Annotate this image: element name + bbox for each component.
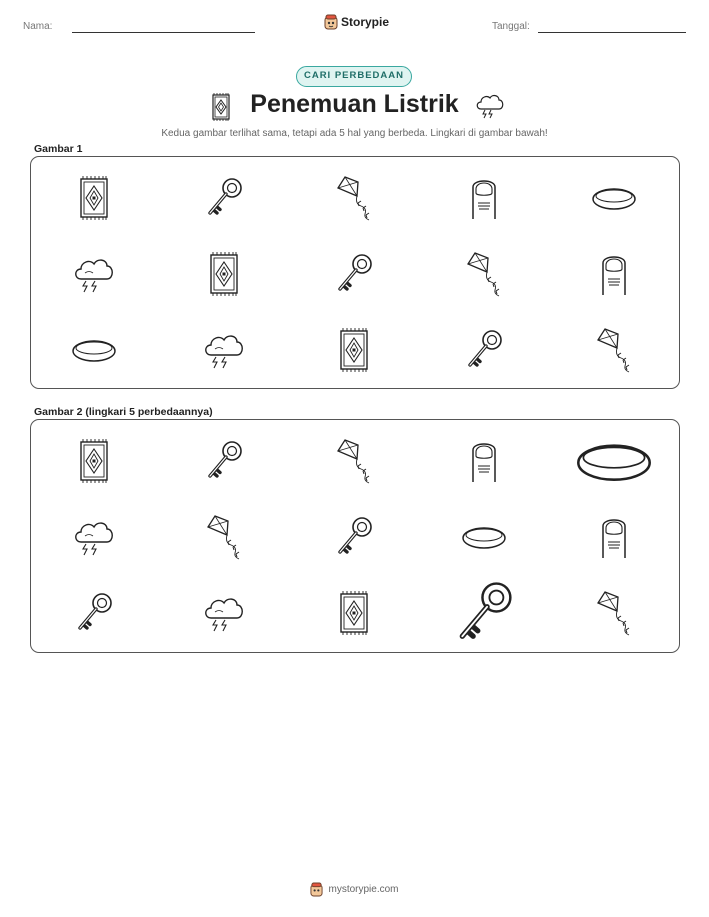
kite-icon [333,174,375,222]
picture-1-cell [159,160,289,236]
picture-1-cell [419,236,549,312]
picture-2-cell[interactable] [159,423,289,499]
picture-2-cell[interactable] [549,575,679,651]
footer-site: mystorypie.com [328,884,399,895]
picture-2-cell[interactable] [159,575,289,651]
key-icon [74,591,114,635]
storypie-mascot-icon [310,882,323,897]
picture-2-cell[interactable] [419,499,549,575]
rug-icon [77,175,111,221]
kite-icon [203,513,245,561]
soap-icon [575,439,653,483]
picture-2-cell[interactable] [419,423,549,499]
picture-2-cell[interactable] [289,423,419,499]
picture-2-cell[interactable] [29,423,159,499]
storypie-mascot-icon [324,14,338,30]
fingertip-icon [469,438,499,484]
rug-icon [337,590,371,636]
picture-2-cell[interactable] [419,575,549,651]
key-icon [204,176,244,220]
picture-1-cell [549,312,679,388]
picture-1-cell [29,160,159,236]
picture-1-cell [419,160,549,236]
storm-cloud-icon [71,255,117,293]
kite-icon [463,250,505,298]
key-icon [334,252,374,296]
picture-1-label: Gambar 1 [34,143,83,155]
soap-icon [461,524,507,550]
picture-2-cell[interactable] [29,575,159,651]
key-icon [453,579,515,647]
rug-icon [77,438,111,484]
rug-icon [207,251,241,297]
picture-2-cell[interactable] [549,423,679,499]
fingertip-icon [469,175,499,221]
key-icon [204,439,244,483]
picture-1-cell [159,312,289,388]
picture-1-cell [289,312,419,388]
soap-icon [591,185,637,211]
picture-2-cell[interactable] [549,499,679,575]
picture-1-cell [549,160,679,236]
date-field[interactable] [538,32,686,33]
picture-1-panel [30,156,680,389]
picture-2-cell[interactable] [289,575,419,651]
picture-2-panel[interactable] [30,419,680,653]
picture-1-cell [159,236,289,312]
storm-cloud-icon [474,92,506,120]
picture-1-cell [549,236,679,312]
fingertip-icon [599,251,629,297]
picture-1-cell [289,160,419,236]
rug-icon [337,327,371,373]
picture-2-cell[interactable] [159,499,289,575]
fingertip-icon [599,514,629,560]
kite-icon [593,589,635,637]
instructions: Kedua gambar terlihat sama, tetapi ada 5 hal yang berbeda. Lingkari di gambar bawah! [161,128,548,139]
storm-cloud-icon [201,594,247,632]
date-label: Tanggal: [492,21,530,32]
storm-cloud-icon [201,331,247,369]
picture-2-cell[interactable] [289,499,419,575]
worksheet-title: Penemuan Listrik [250,90,459,118]
footer [0,882,709,897]
picture-1-cell [29,236,159,312]
picture-1-cell [29,312,159,388]
activity-badge: CARI PERBEDAAN [296,66,412,87]
name-field[interactable] [72,32,255,33]
key-icon [334,515,374,559]
name-label: Nama: [23,21,53,32]
picture-1-cell [289,236,419,312]
kite-icon [593,326,635,374]
key-icon [464,328,504,372]
picture-2-cell[interactable] [29,499,159,575]
brand-logo [324,14,389,30]
picture-2-label: Gambar 2 (lingkari 5 perbedaannya) [34,406,213,418]
storm-cloud-icon [71,518,117,556]
picture-1-cell [419,312,549,388]
kite-icon [333,437,375,485]
soap-icon [71,337,117,363]
brand-name: Storypie [341,15,390,29]
